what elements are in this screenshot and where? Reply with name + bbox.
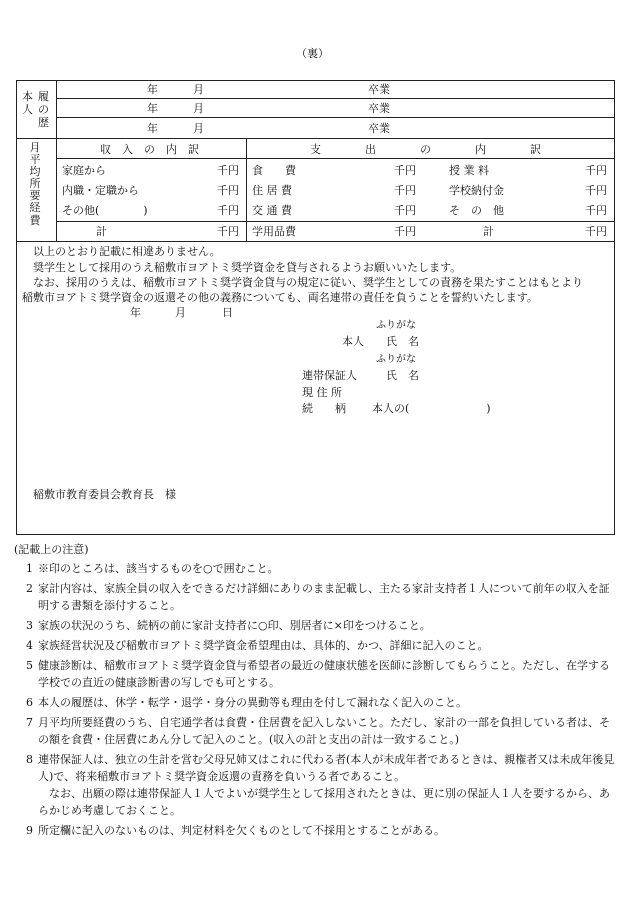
history-year: 年 bbox=[147, 122, 158, 135]
declaration-line: なお、採用のうえは、稲敷市ヨアトミ奨学資金貸与の規定に従い、奨学生としての責務を果たすことはもとより bbox=[33, 276, 583, 289]
note-item: 3 家族の状況のうち、続柄の前に家計支持者に○印、別居者に×印をつけること。 bbox=[26, 619, 431, 632]
expense-label: 授 業 料 bbox=[449, 164, 489, 177]
name-label: 氏 名 bbox=[386, 335, 419, 348]
note-item: 2 家計内容は、家族全員の収入をできるだけ詳細にありのまま記載し、主たる家計支持者１人について前年の収入を証明する書類を添付すること。 bbox=[26, 582, 610, 612]
expense-unit: 千円 bbox=[585, 164, 607, 177]
expense-label: 学校納付金 bbox=[449, 184, 504, 197]
expense-label: 住 居 費 bbox=[252, 184, 292, 197]
history-month: 月 bbox=[193, 122, 204, 135]
income-unit: 千円 bbox=[217, 184, 239, 197]
note-item: 9 所定欄に記入のないものは、判定材料を欠くものとして不採用とすることがある。 bbox=[26, 824, 445, 837]
expense-label: 食 費 bbox=[252, 164, 296, 177]
furigana-label: ふりがな bbox=[376, 320, 416, 331]
expense-header: 支 出 の 内 訳 bbox=[310, 143, 541, 156]
date-day: 日 bbox=[222, 306, 233, 319]
self-label: 本人 bbox=[342, 335, 364, 348]
income-label: 家庭から bbox=[62, 164, 106, 177]
address-label: 現 住 所 bbox=[302, 386, 342, 399]
history-status: 卒業 bbox=[368, 122, 390, 135]
expense-total-label: 計 bbox=[483, 225, 494, 238]
history-status: 卒業 bbox=[368, 83, 390, 96]
history-label-char: 本 bbox=[22, 90, 33, 103]
expense-total-unit: 千円 bbox=[585, 225, 607, 238]
note-item: 8 連帯保証人は、独立の生計を営む父母兄姉又はこれに代わる者(本人が未成年者であるときは、親権者又は未成年後見人)で、将来稲敷市ヨアトミ奨学資金返還の責務を負いうる者であること。 なお、出願の際は連帯保証人１人でよいが奨学生として採用されたときは、更に別の保証人１人を要するから、あらかじめ考慮しておくこと。 bbox=[18, 751, 618, 819]
history-label-char: 人 bbox=[22, 103, 33, 116]
income-total-unit: 千円 bbox=[217, 225, 239, 238]
history-label-char: 歴 bbox=[38, 116, 49, 129]
relation-value: 本人の( ) bbox=[372, 402, 491, 415]
expense-unit: 千円 bbox=[585, 184, 607, 197]
note-item: 7 月平均所要経費のうち、自宅通学者は食費・住居費を記入しないこと。ただし、家計の一部を負担している者は、その額を食費・住居費にあん分して記入のこと。(収入の計と支出の計は一致すること。) bbox=[26, 716, 610, 746]
expense-unit: 千円 bbox=[394, 204, 416, 217]
guarantor-label: 連帯保証人 bbox=[302, 369, 357, 382]
expense-unit: 千円 bbox=[394, 225, 416, 238]
note-item: 1 ※印のところは、該当するものを○で囲むこと。 bbox=[26, 562, 279, 575]
date-month: 月 bbox=[175, 306, 186, 319]
furigana-label: ふりがな bbox=[376, 354, 416, 365]
page-header: （裏） bbox=[296, 47, 329, 60]
history-label-char: の bbox=[38, 103, 49, 116]
history-month: 月 bbox=[193, 83, 204, 96]
note-item: 5 健康診断は、稲敷市ヨアトミ奨学資金貸与希望者の最近の健康状態を医師に診断してもらうこと。ただし、在学する学校での直近の健康診断書の写しでも可とする。 bbox=[26, 659, 610, 689]
notes-section bbox=[14, 541, 618, 842]
date-year: 年 bbox=[130, 306, 141, 319]
note-8-sub: なお、出願の際は連帯保証人１人でよいが奨学生として採用されたときは、更に別の保証人１人を要するから、あらかじめ考慮しておくこと。 bbox=[38, 787, 610, 817]
income-total-label: 計 bbox=[96, 225, 107, 238]
expense-label: 学用品費 bbox=[252, 225, 296, 238]
history-status: 卒業 bbox=[368, 102, 390, 115]
notes-heading: (記載上の注意) bbox=[14, 543, 89, 556]
addressee: 稲敷市教育委員会教育長 様 bbox=[33, 488, 176, 501]
note-item: 4 家族経営状況及び稲敷市ヨアトミ奨学資金希望理由は、具体的、かつ、詳細に記入のこと。 bbox=[26, 639, 489, 652]
income-header: 収 入 の 内 訳 bbox=[100, 143, 199, 156]
expenses-label: 月 平 均 所 要 経 費 bbox=[29, 141, 41, 227]
relation-label: 続 柄 bbox=[302, 402, 346, 415]
declaration-line: 以上のとおり記載に相違ありません。 bbox=[33, 245, 221, 258]
expense-unit: 千円 bbox=[585, 204, 607, 217]
declaration-line: 稲敷市ヨアトミ奨学資金の返還その他の義務についても、両名連帯の責任を負うことを誓約いたします。 bbox=[22, 291, 538, 304]
history-year: 年 bbox=[147, 83, 158, 96]
name-label: 氏 名 bbox=[386, 369, 419, 382]
income-unit: 千円 bbox=[217, 164, 239, 177]
income-unit: 千円 bbox=[217, 204, 239, 217]
history-month: 月 bbox=[193, 102, 204, 115]
declaration-line: 奨学生として採用のうえ稲敷市ヨアトミ奨学資金を貸与されるようお願いいたします。 bbox=[33, 261, 462, 274]
history-label-char: 履 bbox=[38, 90, 49, 103]
expense-unit: 千円 bbox=[394, 184, 416, 197]
expense-label: 交 通 費 bbox=[252, 204, 292, 217]
expense-label: そ の 他 bbox=[449, 204, 504, 217]
income-label: その他( ) bbox=[62, 204, 148, 217]
note-item: 6 本人の履歴は、休学・転学・退学・身分の異動等も理由を付して漏れなく記入のこと。 bbox=[26, 696, 467, 709]
expense-unit: 千円 bbox=[394, 164, 416, 177]
income-label: 内職・定職から bbox=[62, 184, 139, 197]
history-year: 年 bbox=[147, 102, 158, 115]
